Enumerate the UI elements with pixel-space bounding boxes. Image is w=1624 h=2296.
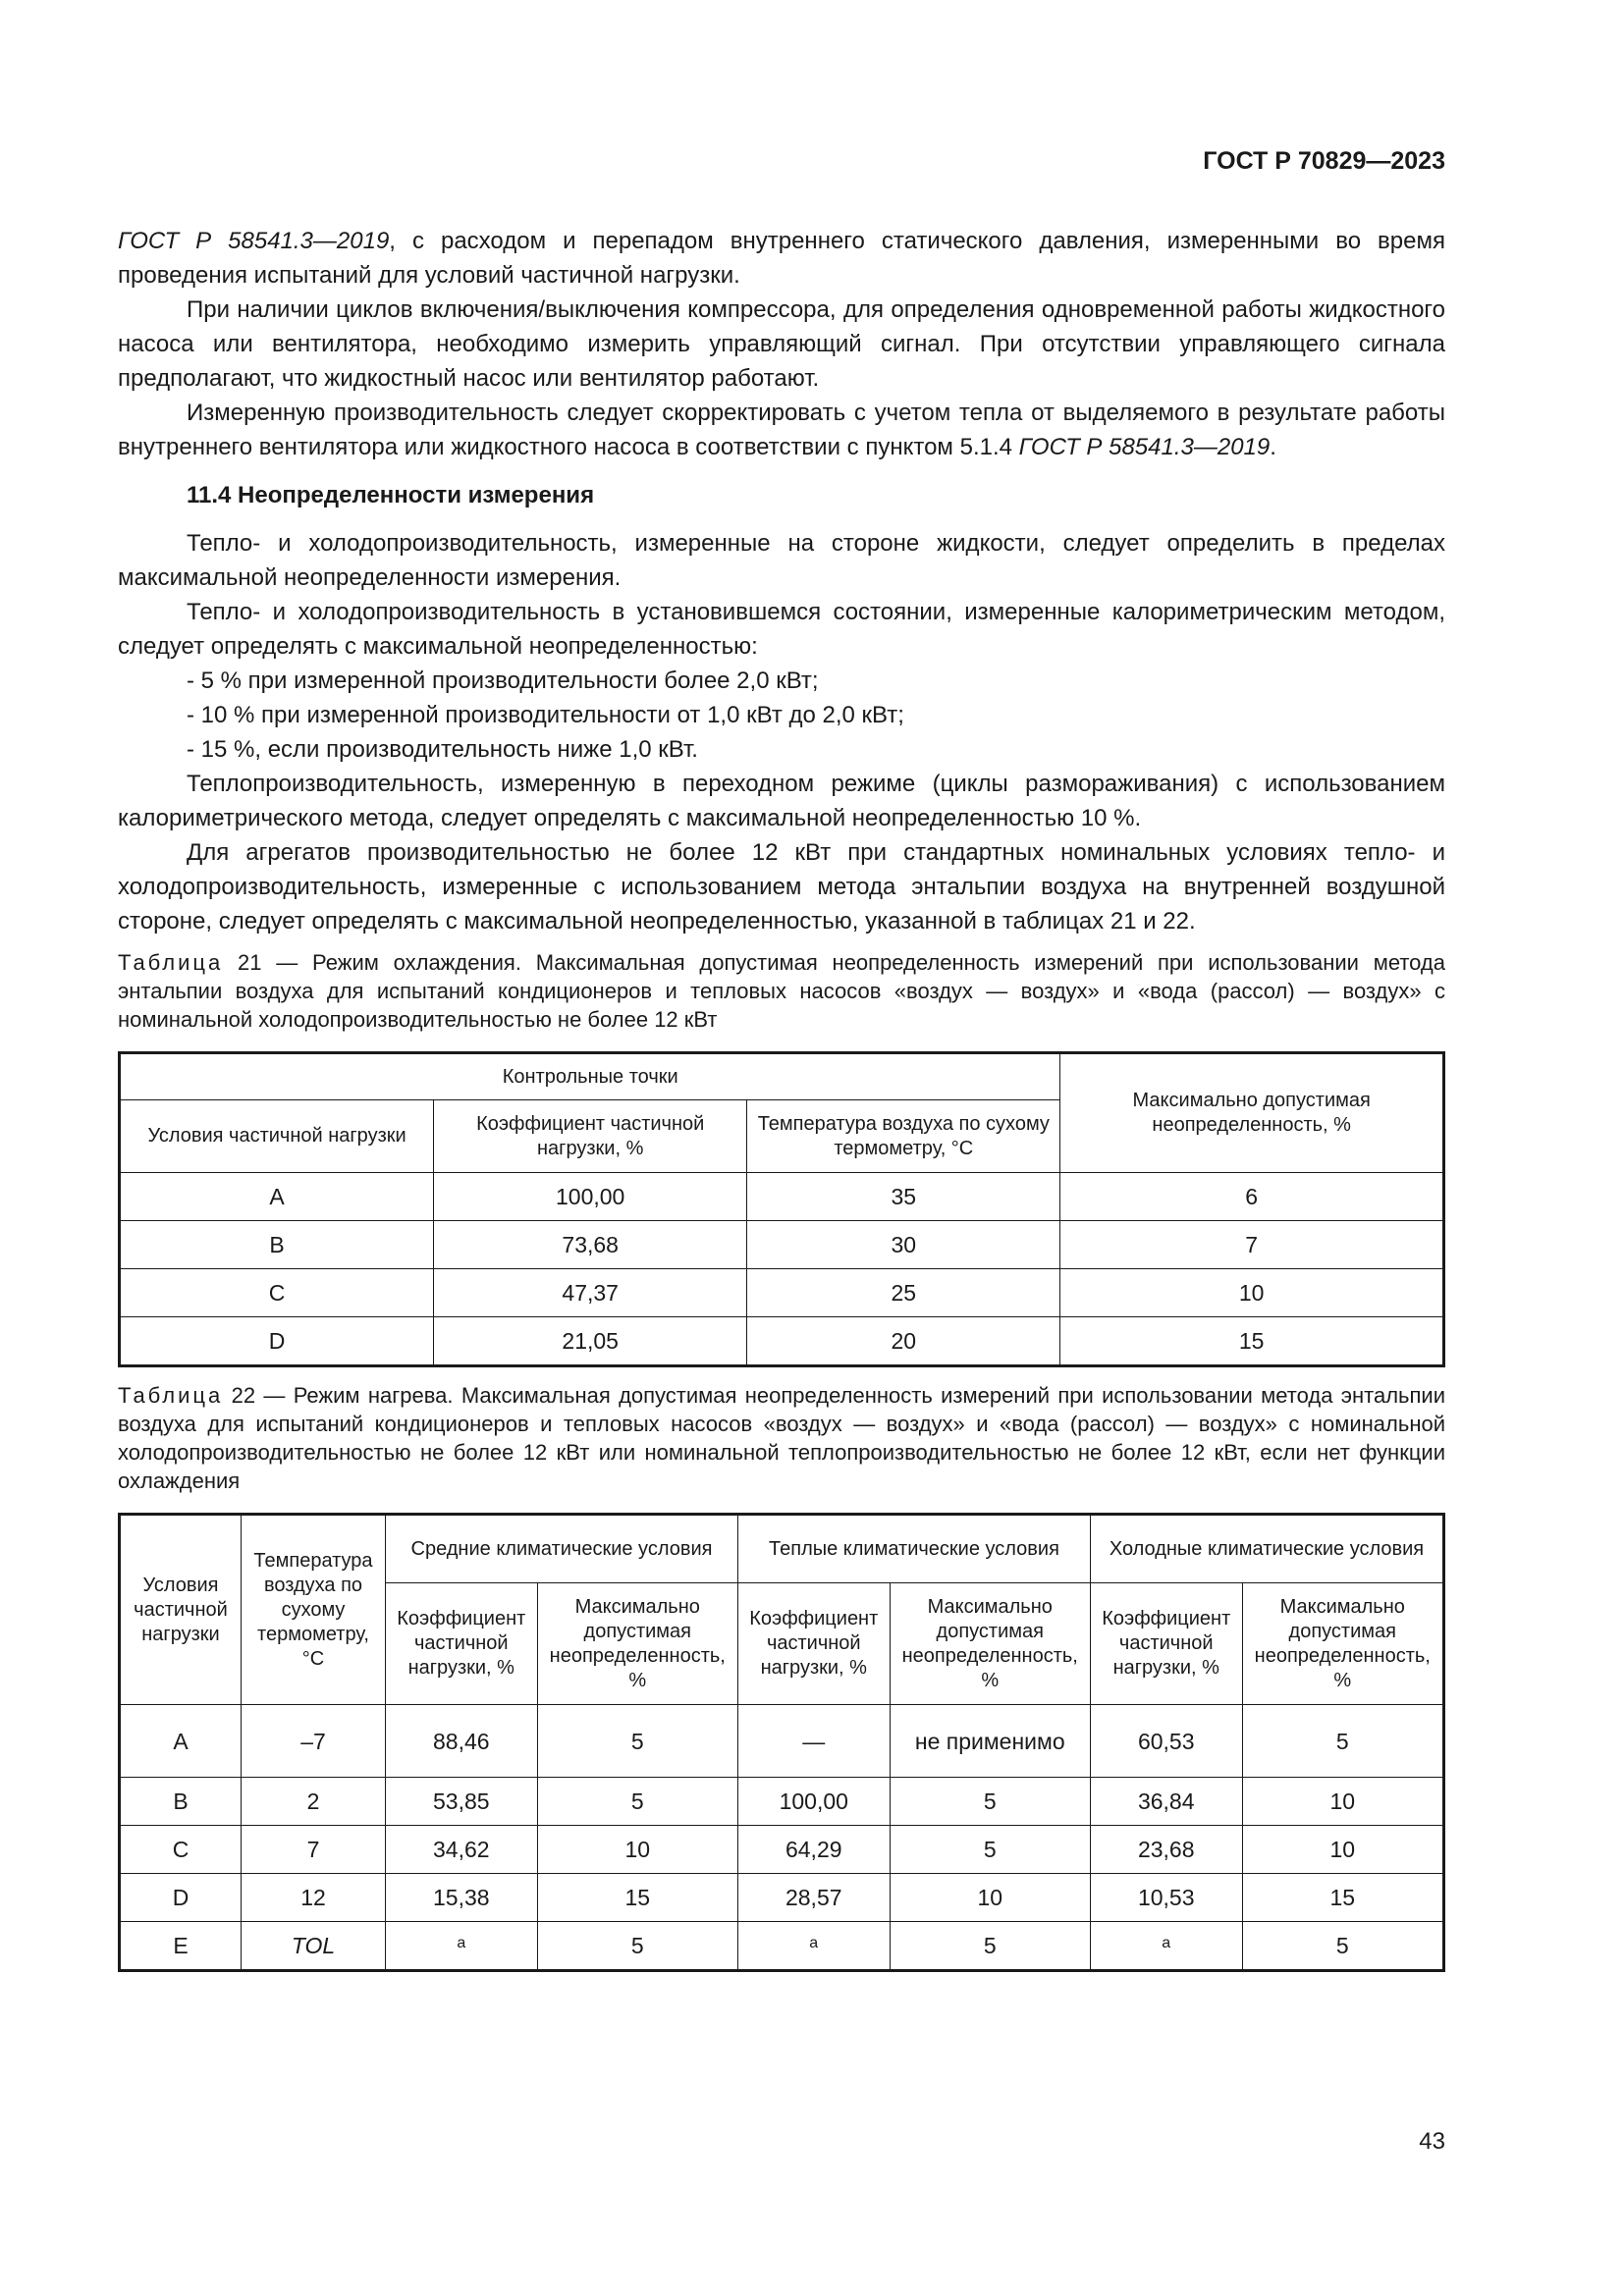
table-cell: [1090, 1922, 1242, 1971]
table-cell: 7: [1060, 1221, 1444, 1269]
table-cell: 5: [537, 1705, 737, 1778]
table-cell: 15: [537, 1874, 737, 1922]
table-cell: 6: [1060, 1173, 1444, 1221]
list-item: - 10 % при измеренной производительности от 1,0 кВт до 2,0 кВт;: [187, 702, 904, 728]
table-cell: 10,53: [1090, 1874, 1242, 1922]
paragraph-2: При наличии циклов включения/выключения компрессора, для определения одновременной работы жидкостного насоса или вентилятора, необходимо измерить управляющий сигнал. При отсутствии управляющего сигнала предполагают, что жидкостный насос или вентилятор работают.: [118, 296, 1445, 392]
table-cell: 60,53: [1090, 1705, 1242, 1778]
paragraph-1: ГОСТ Р 58541.3—2019, с расходом и перепадом внутреннего статического давления, измеренными во время проведения испытаний для условий частичной нагрузки.: [118, 228, 1445, 289]
footnote-mark: a: [809, 1935, 819, 1951]
table-cell: [386, 1922, 538, 1971]
table-header: Максимально допустимая неопределенность, %: [890, 1583, 1090, 1705]
table-cell: 25: [747, 1269, 1060, 1317]
table-cell: 35: [747, 1173, 1060, 1221]
table-cell: 10: [890, 1874, 1090, 1922]
table-cell: не применимо: [890, 1705, 1090, 1778]
paragraph-5: Тепло- и холодопроизводительность в установившемся состоянии, измеренные калориметрическим методом, следует определять с максимальной неопределенностью:: [118, 599, 1445, 660]
table-22: [118, 1513, 1445, 1972]
table-cell: 7: [242, 1826, 386, 1874]
table-header: Средние климатические условия: [386, 1515, 738, 1583]
table-cell: 15: [1060, 1317, 1444, 1366]
table-header: Условия частичной нагрузки: [120, 1100, 434, 1173]
table-cell: C: [120, 1826, 242, 1874]
table-cell: 100,00: [737, 1778, 890, 1826]
table-row: [120, 1874, 1444, 1922]
table-row: [120, 1221, 1444, 1269]
table-cell: 47,37: [434, 1269, 747, 1317]
table-header: Максимально допустимая неопределенность, %: [537, 1583, 737, 1705]
table-cell: E: [120, 1922, 242, 1971]
section-title: 11.4 Неопределенности измерения: [187, 482, 595, 508]
table-cell: 15: [1242, 1874, 1443, 1922]
table-cell: 64,29: [737, 1826, 890, 1874]
paragraph-3: Измеренную производительность следует скорректировать с учетом тепла от выделяемого в результате работы внутреннего вентилятора или жидкостного насоса в соответствии с пунктом 5.1.4 ГОСТ Р 58541.3—2019.: [118, 400, 1445, 460]
table-cell: —: [737, 1705, 890, 1778]
footnote-mark: a: [457, 1935, 466, 1951]
table-row: [120, 1705, 1444, 1778]
table-cell: D: [120, 1317, 434, 1366]
table-cell: A: [120, 1705, 242, 1778]
table-cell: TOL: [242, 1922, 386, 1971]
body-text: [118, 224, 1445, 1972]
table-cell: 5: [890, 1778, 1090, 1826]
reference-standard: ГОСТ Р 58541.3—2019: [118, 228, 390, 254]
table-21-caption: Таблица 21 — Режим охлаждения. Максимальная допустимая неопределенность измерений при использовании метода энтальпии воздуха для испытаний кондиционеров и тепловых насосов «воздух — воздух» и «вода (рассол) — воздух» с номинальной холодопроизводительностью не более 12 кВт: [118, 950, 1445, 1032]
table-cell: 73,68: [434, 1221, 747, 1269]
table-header: Температура воздуха по сухому термометру, °С: [747, 1100, 1060, 1173]
table-cell: D: [120, 1874, 242, 1922]
paragraph-6: Теплопроизводительность, измеренную в переходном режиме (циклы размораживания) с использованием калориметрического метода, следует определять с максимальной неопределенностью 10 %.: [118, 771, 1445, 831]
table-row: [120, 1778, 1444, 1826]
paragraph-7: Для агрегатов производительностью не более 12 кВт при стандартных номинальных условиях тепло- и холодопроизводительность, измеренные с использованием метода энтальпии воздуха на внутренней воздушной стороне, следует определять с максимальной неопределенностью, указанной в таблицах 21 и 22.: [118, 839, 1445, 934]
table-header: Коэффициент частичной нагрузки, %: [386, 1583, 538, 1705]
table-21: [118, 1051, 1445, 1367]
table-header: Теплые климатические условия: [737, 1515, 1090, 1583]
table-cell: A: [120, 1173, 434, 1221]
table-cell: B: [120, 1778, 242, 1826]
table-cell: 5: [537, 1922, 737, 1971]
table-header: Контрольные точки: [120, 1053, 1060, 1100]
table-header: Холодные климатические условия: [1090, 1515, 1443, 1583]
table-header: Максимально допустимая неопределенность, %: [1060, 1053, 1444, 1173]
table-cell: 10: [1060, 1269, 1444, 1317]
list-item: - 15 %, если производительность ниже 1,0 кВт.: [187, 736, 698, 763]
table-cell: [737, 1922, 890, 1971]
table-cell: 5: [537, 1778, 737, 1826]
page-number: 43: [1419, 2128, 1445, 2155]
table-cell: 34,62: [386, 1826, 538, 1874]
table-cell: 30: [747, 1221, 1060, 1269]
table-cell: 10: [537, 1826, 737, 1874]
table-cell: 28,57: [737, 1874, 890, 1922]
table-header: Коэффициент частичной нагрузки, %: [434, 1100, 747, 1173]
table-cell: 10: [1242, 1826, 1443, 1874]
table-cell: 5: [890, 1826, 1090, 1874]
table-row: [120, 1317, 1444, 1366]
table-header: Температура воздуха по сухому термометру, °С: [242, 1515, 386, 1705]
table-header: Коэффициент частичной нагрузки, %: [737, 1583, 890, 1705]
table-cell: 5: [890, 1922, 1090, 1971]
table-cell: B: [120, 1221, 434, 1269]
table-cell: 88,46: [386, 1705, 538, 1778]
table-cell: 10: [1242, 1778, 1443, 1826]
footnote-mark: a: [1162, 1935, 1171, 1951]
table-cell: 23,68: [1090, 1826, 1242, 1874]
document-page: [118, 0, 1445, 2296]
table-row: [120, 1922, 1444, 1971]
table-row: [120, 1173, 1444, 1221]
table-cell: 12: [242, 1874, 386, 1922]
table-22-caption: Таблица 22 — Режим нагрева. Максимальная допустимая неопределенность измерений при использовании метода энтальпии воздуха для испытаний кондиционеров и тепловых насосов «воздух — воздух» и «вода (рассол) — воздух» с номинальной холодопроизводительностью не более 12 кВт или номинальной теплопроизводительностью не более 12 кВт, если нет функции охлаждения: [118, 1383, 1445, 1493]
table-cell: 15,38: [386, 1874, 538, 1922]
table-cell: 2: [242, 1778, 386, 1826]
list-item: - 5 % при измеренной производительности более 2,0 кВт;: [187, 667, 819, 694]
paragraph-4: Тепло- и холодопроизводительность, измеренные на стороне жидкости, следует определить в пределах максимальной неопределенности измерения.: [118, 530, 1445, 591]
table-cell: 20: [747, 1317, 1060, 1366]
table-cell: 5: [1242, 1922, 1443, 1971]
table-cell: 53,85: [386, 1778, 538, 1826]
table-cell: 21,05: [434, 1317, 747, 1366]
table-header: Максимально допустимая неопределенность, %: [1242, 1583, 1443, 1705]
table-header: Коэффициент частичной нагрузки, %: [1090, 1583, 1242, 1705]
table-cell: C: [120, 1269, 434, 1317]
reference-standard: ГОСТ Р 58541.3—2019: [1018, 434, 1271, 460]
standard-code: ГОСТ Р 70829—2023: [1203, 147, 1445, 175]
table-header: Условия частичной нагрузки: [120, 1515, 242, 1705]
table-cell: 5: [1242, 1705, 1443, 1778]
table-cell: 100,00: [434, 1173, 747, 1221]
table-cell: –7: [242, 1705, 386, 1778]
table-row: [120, 1269, 1444, 1317]
table-row: [120, 1826, 1444, 1874]
table-cell: 36,84: [1090, 1778, 1242, 1826]
